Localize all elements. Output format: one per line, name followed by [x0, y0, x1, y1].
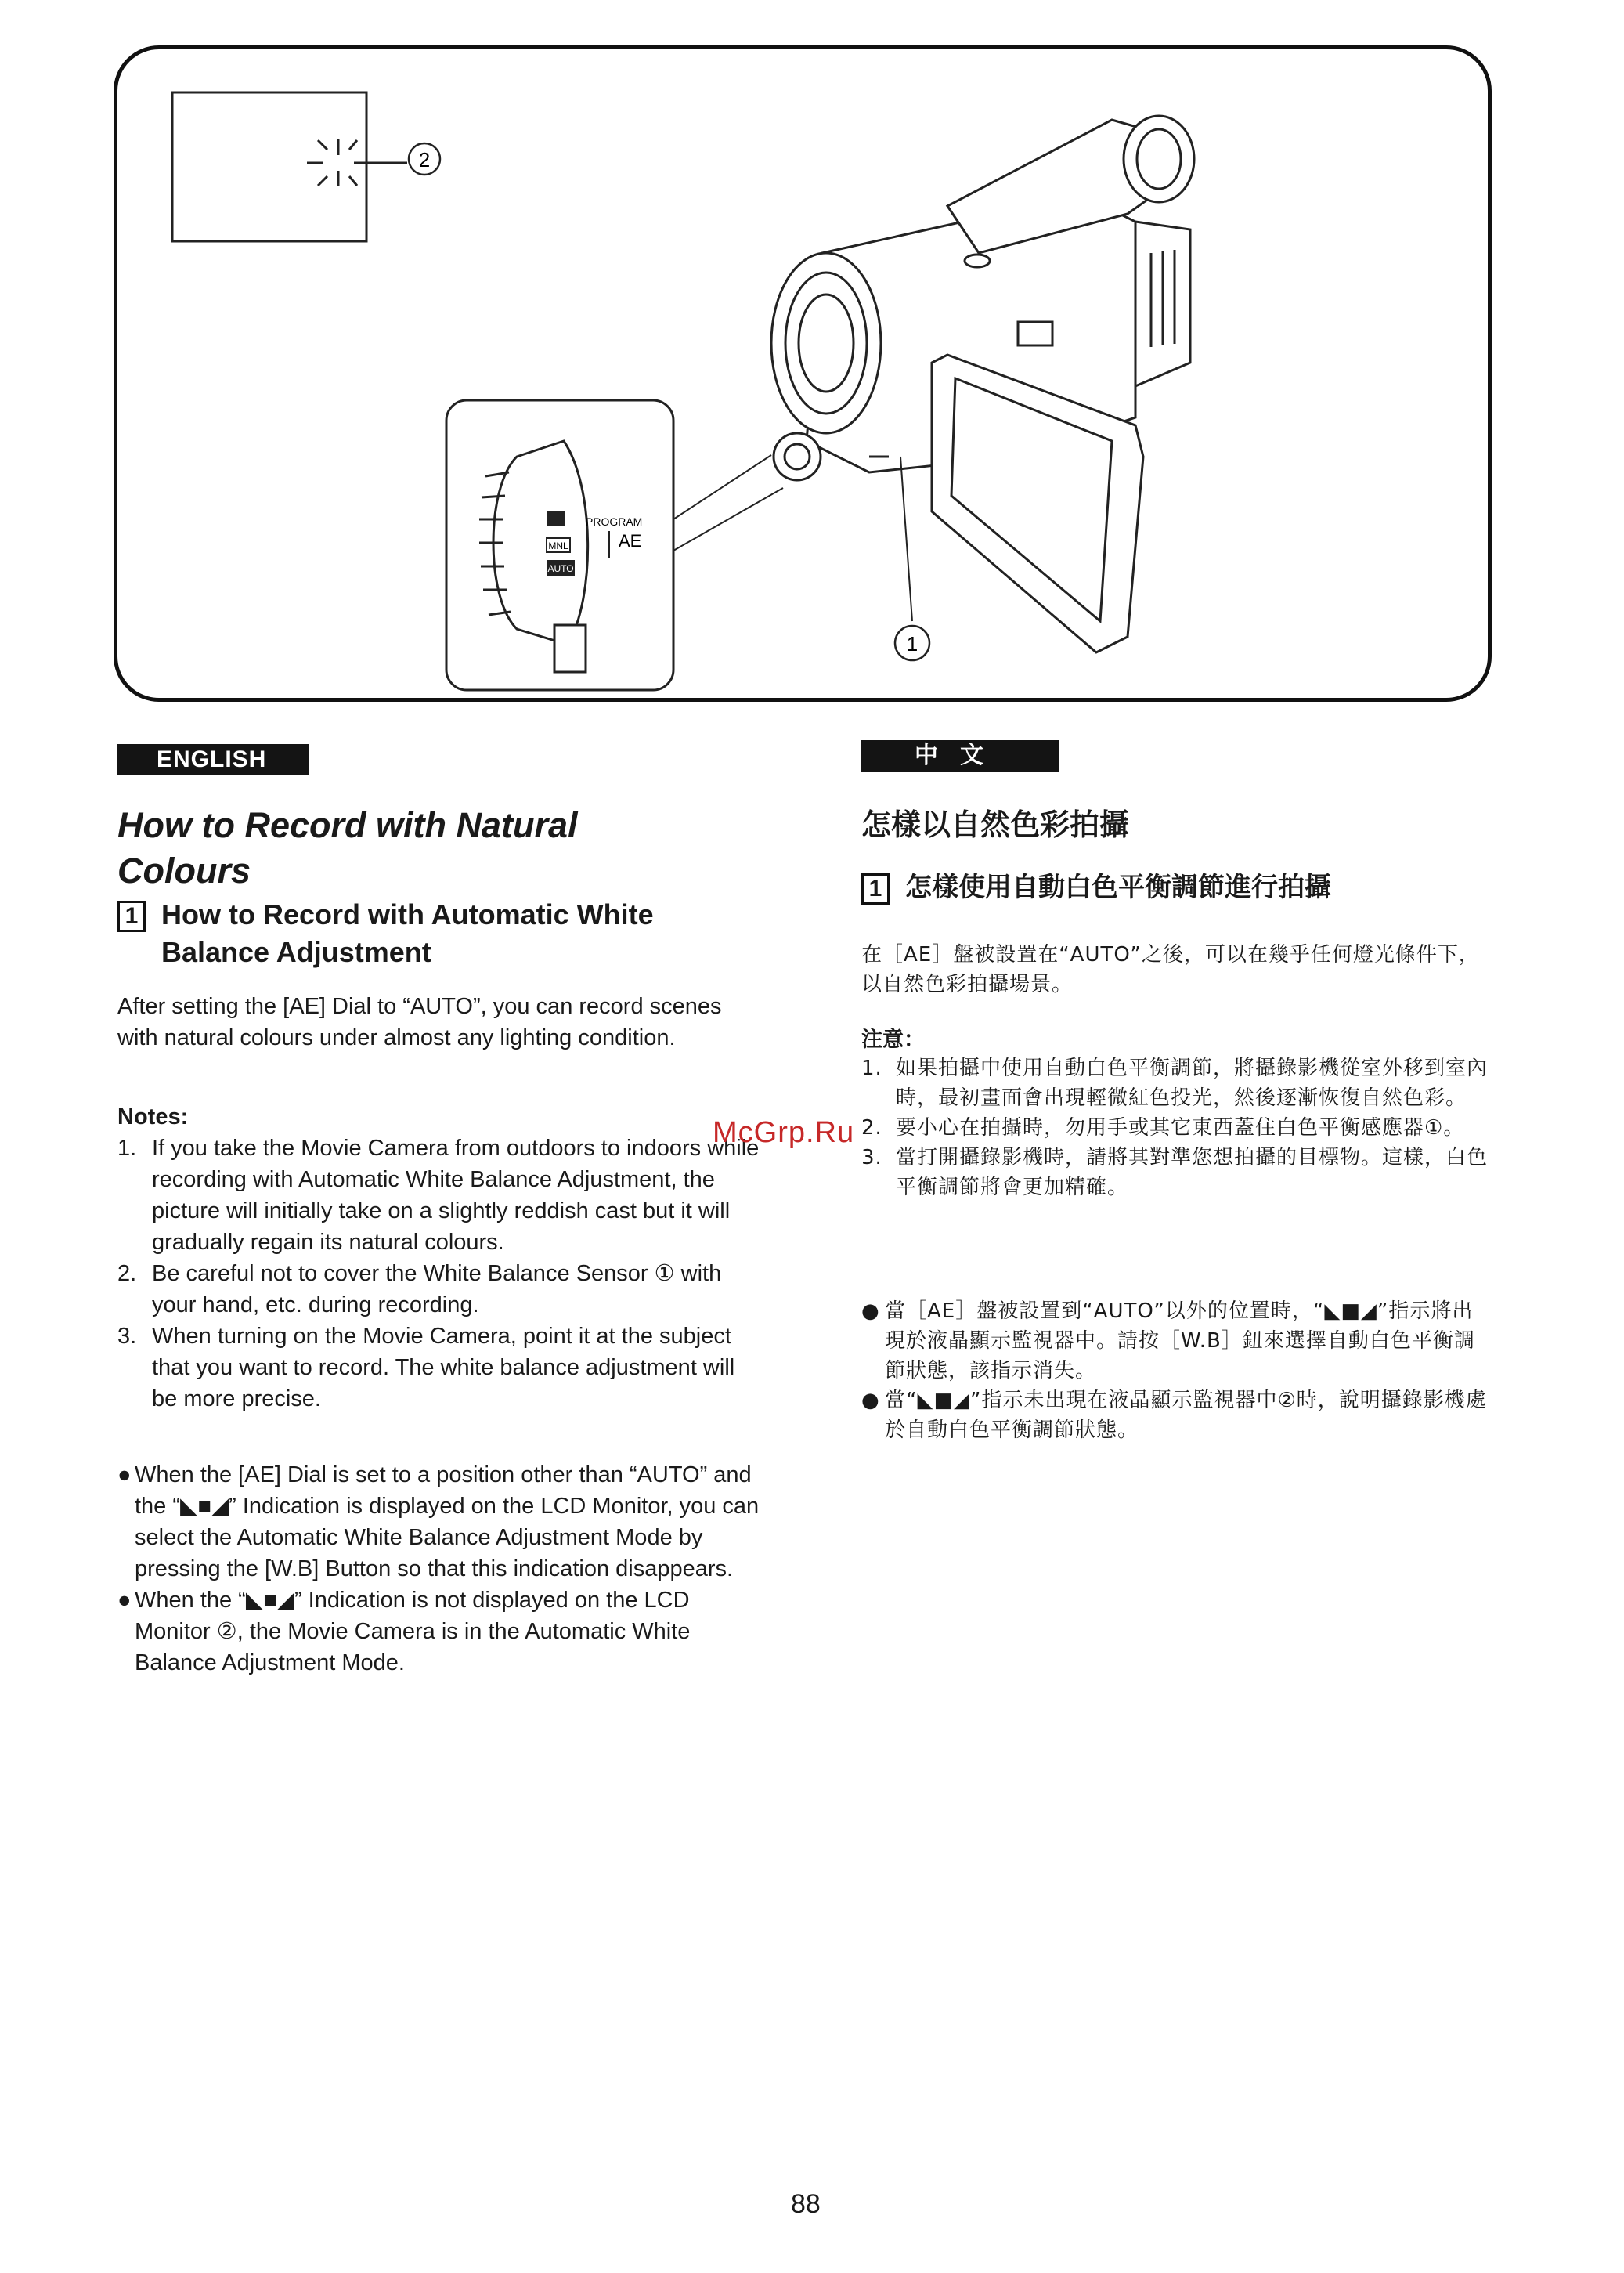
chinese-notes-list [861, 1053, 1488, 1202]
bullet-icon: ● [861, 1299, 880, 1323]
list-item: 3. 當打開攝錄影機時，請將其對準您想拍攝的目標物。這樣，白色平衡調節將會更加精確。 [861, 1146, 1489, 1199]
chinese-notes-label: 注意： [861, 1028, 925, 1052]
english-bullet-list [117, 1459, 760, 1679]
list-item: 2. 要小心在拍攝時，勿用手或其它東西蓋住白色平衡感應器①。 [861, 1116, 1465, 1140]
lcd-monitor-inset [172, 92, 366, 241]
chinese-section-heading [861, 873, 1527, 906]
list-item: ● 當［AE］盤被設置到“AUTO”以外的位置時，“◣■◢”指示將出現於液晶顯示監視器中。請按［W.B］鈕來選擇自動白色平衡調節狀態，該指示消失。 [861, 1296, 1488, 1386]
sensor-leader [900, 457, 912, 621]
chinese-section-title: 怎樣使用自動白色平衡調節進行拍攝 [905, 872, 1331, 903]
english-title: How to Record with Natural Colours [117, 805, 578, 891]
page-number: 88 [791, 2189, 821, 2219]
list-item: 1. 如果拍攝中使用自動白色平衡調節，將攝錄影機從室外移到室內時，最初畫面會出現輕微紅色投光，然後逐漸恢復自然色彩。 [861, 1057, 1489, 1110]
english-language-tag: ENGLISH [117, 744, 309, 775]
dial-label-program: PROGRAM [586, 515, 643, 528]
chinese-language-tag: 中文 [861, 740, 1059, 772]
list-item: 3. When turning on the Movie Camera, point it at the subject that you want to record. The white balance adjustment will be more precise. [117, 1324, 735, 1411]
dial-label-mnl: MNL [548, 540, 568, 551]
bullet-icon: ● [117, 1588, 132, 1613]
chinese-section-number: 1 [861, 873, 890, 905]
bullet-icon: ● [861, 1389, 880, 1412]
english-notes-label: Notes: [117, 1104, 189, 1129]
list-item: ● When the “◣■◢” Indication is not displayed on the LCD Monitor ②, the Movie Camera is in the Automatic White Balance Adjustment Mode. [117, 1585, 760, 1679]
bullet-icon: ● [117, 1462, 132, 1487]
illustration-frame [114, 45, 1492, 702]
list-item: 1. If you take the Movie Camera from outdoors to indoors while recording with Automatic White Balance Adjustment, the picture will initially take on a slightly reddish cast but it will gradually regain its natural colours. [117, 1136, 760, 1255]
english-section-title: How to Record with Automatic White Balance Adjustment [161, 898, 654, 968]
english-section-heading [117, 898, 744, 971]
english-intro: After setting the [AE] Dial to “AUTO”, you can record scenes with natural colours under almost any lighting condition. [117, 994, 722, 1050]
watermark-link[interactable]: McGrp.Ru [713, 1116, 855, 1149]
callout-2-label: 2 [418, 148, 431, 172]
camcorder-icon [771, 116, 1194, 652]
list-item: ● 當“◣■◢”指示未出現在液晶顯示監視器中②時，說明攝錄影機處於自動白色平衡調節狀態。 [861, 1386, 1488, 1445]
english-section-number: 1 [117, 901, 146, 932]
chinese-title: 怎樣以自然色彩拍攝 [861, 808, 1130, 842]
callout-1-label: 1 [906, 632, 918, 656]
english-notes-list [117, 1133, 760, 1415]
camera-illustration [117, 49, 1496, 706]
dial-label-auto: AUTO [547, 563, 574, 574]
inset-leader-top [673, 455, 771, 519]
chinese-intro: 在［AE］盤被設置在“AUTO”之後，可以在幾乎任何燈光條件下，以自然色彩拍攝場景。 [861, 943, 1480, 996]
list-item: 2. Be careful not to cover the White Balance Sensor ① with your hand, etc. during recording. [117, 1261, 722, 1317]
inset-leader-bottom [673, 488, 783, 551]
dial-label-ae: AE [619, 531, 642, 551]
chinese-bullet-list [861, 1296, 1488, 1445]
list-item: ● When the [AE] Dial is set to a position other than “AUTO” and the “◣■◢” Indication is displayed on the LCD Monitor, you can select the Automatic White Balance Adjustment Mode by pressing the [W.B] Button so that this indication disappears. [117, 1459, 760, 1585]
dial-person-icon [547, 511, 565, 526]
